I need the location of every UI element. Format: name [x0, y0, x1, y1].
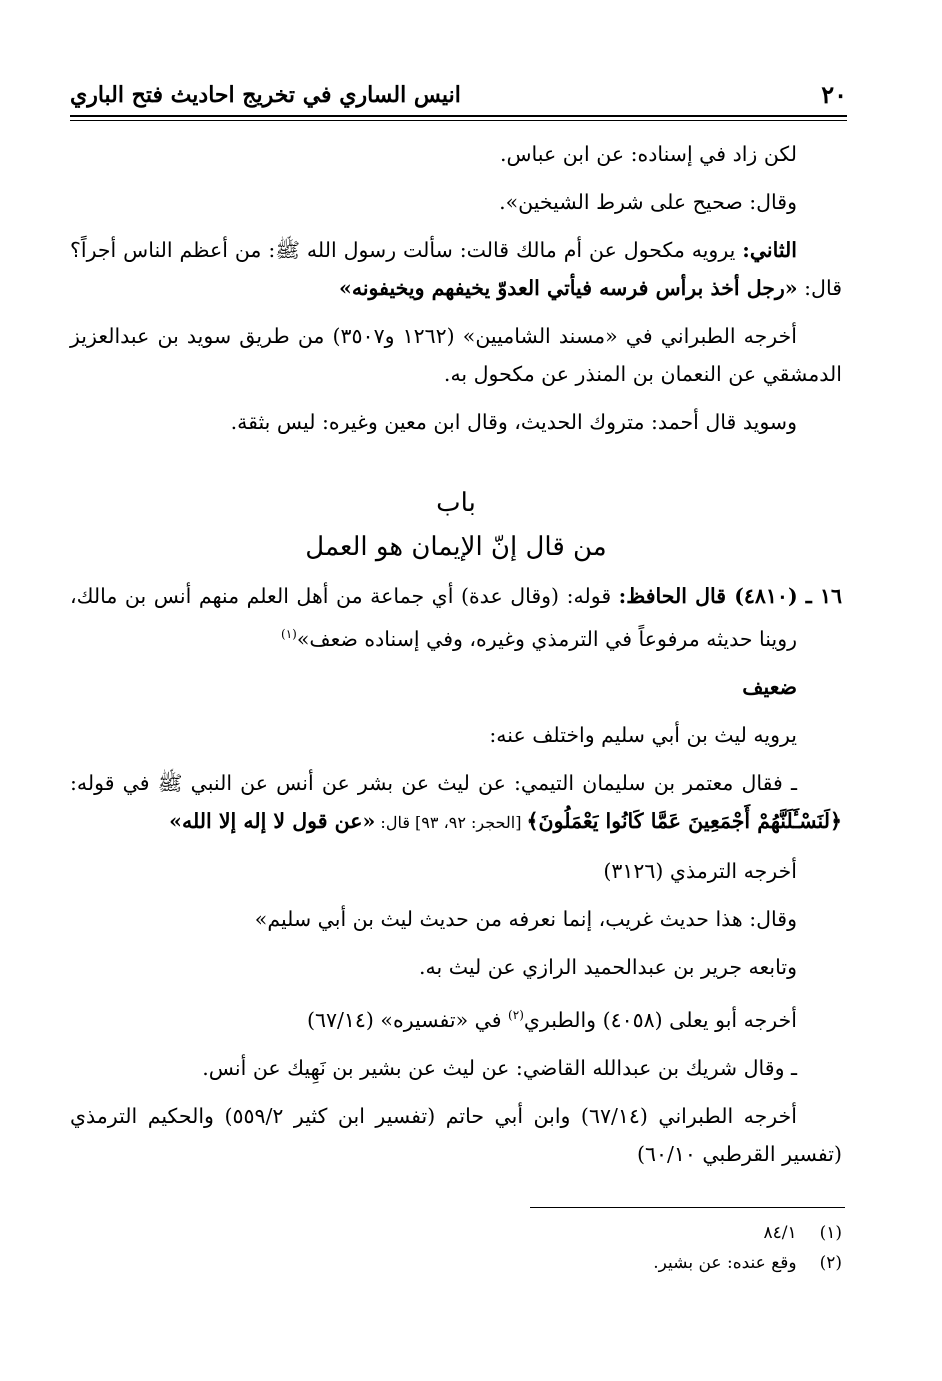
verse-reference: [الحجر: ٩٢، ٩٣] قال: — [375, 812, 527, 832]
header-rule-thin — [70, 120, 847, 121]
header-rule-thick — [70, 115, 847, 117]
footnote-mark: (١) — [819, 1223, 842, 1243]
quran-verse: ﴿لَنَسْـَٔلَنَّهُمْ أَجْمَعِينَ عَمَّا كَانُوا يَعْمَلُونَ﴾ — [526, 808, 842, 833]
paragraph: أخرجه الطبراني (٦٧/١٤) وابن أبي حاتم (تفسير ابن كثير ٥٥٩/٢) والحكيم الترمذي (تفسير القرطبي ٦٠/١٠) — [70, 1103, 842, 1166]
footnote-ref: (١) — [281, 627, 297, 641]
paragraph: وتابعه جرير بن عبدالحميد الرازي عن ليث به. — [418, 954, 797, 979]
paragraph: أخرجه الترمذي (٣١٢٦) — [603, 858, 797, 883]
footnote-ref: (٢) — [508, 1007, 524, 1022]
hadith-quote: «عن قول لا إله إلا الله» — [169, 808, 376, 833]
book-title: انيس الساري في تخريج احاديث فتح الباري — [70, 82, 461, 108]
footnote-text: ٨٤/١ — [763, 1223, 797, 1243]
footnote — [70, 1248, 842, 1278]
footnote-text: وقع عنده: عن بشير. — [653, 1253, 797, 1273]
footnote — [70, 1218, 842, 1248]
paragraph-text: أخرجه أبو يعلى (٤٠٥٨) والطبري — [523, 1007, 797, 1032]
footnote-mark: (٢) — [819, 1253, 842, 1273]
paragraph: وقال: صحيح على شرط الشيخين». — [499, 190, 797, 214]
paragraph — [70, 764, 842, 842]
numbered-entry — [70, 577, 842, 658]
paragraph-text: يرويه مكحول عن أم مالك قالت: سألت رسول الله ﷺ: من أعظم الناس أجراً؟ قال: — [70, 238, 842, 300]
paragraph: ـ وقال شريك بن عبدالله القاضي: عن ليث عن بشير بن نَهِيك عن أنس. — [202, 1055, 797, 1080]
entry-number: ١٦ ـ (٤٨١٠) — [734, 584, 842, 608]
footnote-separator — [530, 1207, 845, 1208]
entry-label: قال الحافظ: — [618, 584, 735, 608]
page-header — [70, 80, 847, 114]
paragraph: وقال: هذا حديث غريب، إنما نعرفه من حديث ليث بن أبي سليم» — [254, 906, 797, 931]
grading-label — [70, 668, 842, 706]
paragraph-label: الثاني: — [742, 238, 797, 262]
section-heading — [70, 483, 842, 567]
section-heading-line: باب — [436, 488, 476, 518]
paragraph-text: في «تفسيره» (٦٧/١٤) — [306, 1007, 509, 1032]
main-text — [70, 135, 842, 1183]
paragraph — [70, 231, 842, 307]
paragraph-text: ـ فقال معتمر بن سليمان التيمي: عن ليث عن بشر عن أنس عن النبي ﷺ في قوله: — [70, 770, 797, 795]
hadith-quote: «رجل أخذ برأس فرسه فيأتي العدوّ يخيفهم ويخيفونه» — [339, 276, 798, 300]
page-number: ٢٠ — [821, 80, 847, 109]
section-heading-line: من قال إنّ الإيمان هو العمل — [305, 532, 607, 562]
paragraph: أخرجه الطبراني في «مسند الشاميين» (١٢٦٢ و٣٥٠٧) من طريق سويد بن عبدالعزيز الدمشقي عن النعمان بن المنذر عن مكحول به. — [70, 324, 842, 386]
paragraph: وسويد قال أحمد: متروك الحديث، وقال ابن معين وغيره: ليس بثقة. — [230, 410, 797, 434]
grading-text: ضعيف — [742, 674, 797, 699]
entry-text: قوله: (وقال عدة) أي جماعة من أهل العلم منهم أنس بن مالك، روينا حديثه مرفوعاً في الترمذي وغيره، وفي إسناده ضعف» — [70, 584, 797, 651]
paragraph — [70, 996, 842, 1039]
footnotes — [70, 1218, 842, 1278]
paragraph: يرويه ليث بن أبي سليم واختلف عنه: — [489, 722, 797, 747]
paragraph: لكن زاد في إسناده: عن ابن عباس. — [499, 142, 797, 166]
